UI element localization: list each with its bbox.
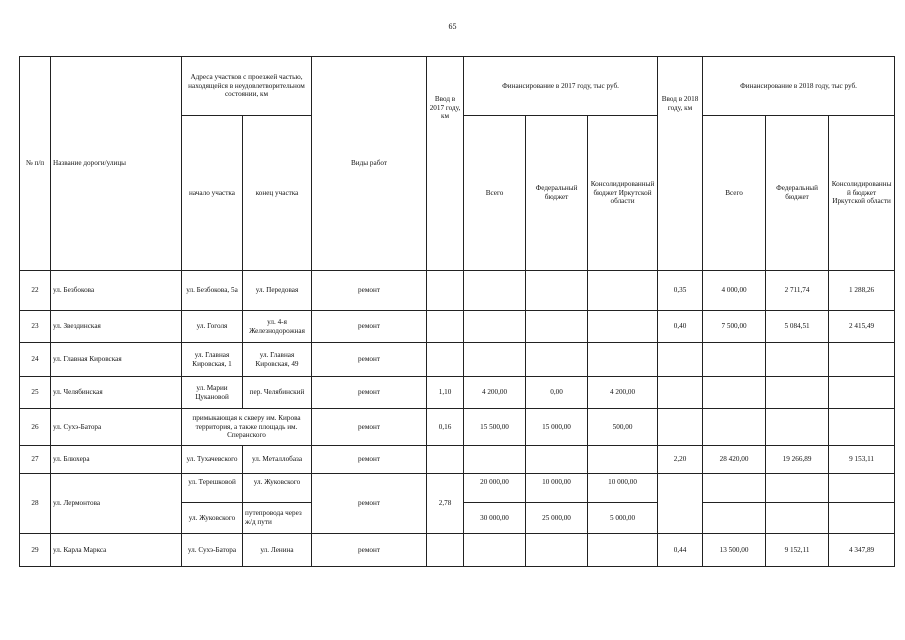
cell-name: ул. Карла Маркса bbox=[51, 534, 182, 567]
cell-regional-2018: 9 153,11 bbox=[829, 446, 895, 474]
table-row bbox=[20, 271, 895, 311]
table-row bbox=[20, 446, 895, 474]
cell-start: ул. Главная Кировская, 1 bbox=[182, 343, 243, 377]
cell-name: ул. Главная Кировская bbox=[51, 343, 182, 377]
cell-end: ул. Главная Кировская, 49 bbox=[243, 343, 312, 377]
cell-regional-2018 bbox=[829, 377, 895, 409]
cell-regional-2017 bbox=[588, 534, 658, 567]
cell-federal-2018 bbox=[766, 503, 829, 534]
cell-regional-2017 bbox=[588, 446, 658, 474]
cell-input-2017 bbox=[427, 446, 464, 474]
cell-num: 23 bbox=[20, 311, 51, 343]
cell-end: ул. Ленина bbox=[243, 534, 312, 567]
cell-regional-2017: 4 200,00 bbox=[588, 377, 658, 409]
cell-total-2017 bbox=[464, 311, 526, 343]
cell-federal-2018 bbox=[766, 343, 829, 377]
cell-federal-2017: 0,00 bbox=[526, 377, 588, 409]
cell-regional-2017: 5 000,00 bbox=[588, 503, 658, 534]
table-row bbox=[20, 343, 895, 377]
cell-end: ул. Передовая bbox=[243, 271, 312, 311]
cell-federal-2018: 19 266,89 bbox=[766, 446, 829, 474]
cell-regional-2018 bbox=[829, 343, 895, 377]
cell-name: ул. Звездинская bbox=[51, 311, 182, 343]
header-regional-2017: Консолидированный бюджет Иркутской области bbox=[588, 116, 658, 271]
cell-total-2018: 7 500,00 bbox=[703, 311, 766, 343]
cell-address-span: примыкающая к скверу им. Кирова территория, а также площадь им. Сперанского bbox=[182, 409, 312, 446]
cell-total-2018: 4 000,00 bbox=[703, 271, 766, 311]
cell-input-2018 bbox=[658, 409, 703, 446]
cell-start: ул. Терешковой bbox=[182, 474, 243, 503]
cell-regional-2018: 1 288,26 bbox=[829, 271, 895, 311]
cell-total-2018 bbox=[703, 343, 766, 377]
cell-regional-2018 bbox=[829, 503, 895, 534]
cell-federal-2018 bbox=[766, 409, 829, 446]
header-federal-2017: Федеральный бюджет bbox=[526, 116, 588, 271]
cell-num: 22 bbox=[20, 271, 51, 311]
cell-start: ул. Марии Цукановой bbox=[182, 377, 243, 409]
header-regional-2018: Консолидированный бюджет Иркутской области bbox=[829, 116, 895, 271]
cell-regional-2018: 2 415,49 bbox=[829, 311, 895, 343]
cell-federal-2017: 15 000,00 bbox=[526, 409, 588, 446]
cell-input-2018 bbox=[658, 377, 703, 409]
cell-total-2017: 30 000,00 bbox=[464, 503, 526, 534]
cell-total-2017 bbox=[464, 271, 526, 311]
cell-input-2018 bbox=[658, 474, 703, 534]
cell-name: ул. Челябинская bbox=[51, 377, 182, 409]
cell-total-2017 bbox=[464, 343, 526, 377]
table-row bbox=[20, 409, 895, 446]
header-start: начало участка bbox=[182, 116, 243, 271]
cell-name: ул. Безбокова bbox=[51, 271, 182, 311]
cell-num: 26 bbox=[20, 409, 51, 446]
cell-input-2017 bbox=[427, 343, 464, 377]
header-financing-2017: Финансирование в 2017 году, тыс руб. bbox=[464, 57, 658, 116]
cell-regional-2018 bbox=[829, 474, 895, 503]
header-input-2017: Ввод в 2017 году, км bbox=[427, 57, 464, 271]
cell-input-2018 bbox=[658, 343, 703, 377]
header-input-2018: Ввод в 2018 году, км bbox=[658, 57, 703, 271]
page-number: 65 bbox=[448, 22, 457, 31]
cell-total-2017: 4 200,00 bbox=[464, 377, 526, 409]
cell-work: ремонт bbox=[312, 409, 427, 446]
cell-end: путепровода через ж/д пути bbox=[243, 503, 312, 534]
cell-num: 28 bbox=[20, 474, 51, 534]
cell-regional-2017 bbox=[588, 311, 658, 343]
table-row bbox=[20, 311, 895, 343]
table-row bbox=[20, 534, 895, 567]
cell-total-2018 bbox=[703, 503, 766, 534]
cell-name: ул. Лермонтова bbox=[51, 474, 182, 534]
cell-total-2017: 20 000,00 bbox=[464, 474, 526, 503]
cell-total-2018 bbox=[703, 409, 766, 446]
road-repair-table bbox=[19, 56, 895, 567]
cell-input-2017: 0,16 bbox=[427, 409, 464, 446]
cell-work: ремонт bbox=[312, 446, 427, 474]
cell-total-2018: 28 420,00 bbox=[703, 446, 766, 474]
header-end: конец участка bbox=[243, 116, 312, 271]
cell-total-2017: 15 500,00 bbox=[464, 409, 526, 446]
cell-federal-2018: 2 711,74 bbox=[766, 271, 829, 311]
cell-work: ремонт bbox=[312, 271, 427, 311]
cell-input-2018: 2,20 bbox=[658, 446, 703, 474]
cell-federal-2018 bbox=[766, 377, 829, 409]
cell-start: ул. Жуковского bbox=[182, 503, 243, 534]
cell-federal-2017: 25 000,00 bbox=[526, 503, 588, 534]
cell-start: ул. Тухачевского bbox=[182, 446, 243, 474]
cell-work: ремонт bbox=[312, 311, 427, 343]
cell-federal-2017 bbox=[526, 446, 588, 474]
cell-end: ул. 4-я Железнодорожная bbox=[243, 311, 312, 343]
cell-start: ул. Гоголя bbox=[182, 311, 243, 343]
cell-name: ул. Блюхера bbox=[51, 446, 182, 474]
cell-total-2018: 13 500,00 bbox=[703, 534, 766, 567]
header-federal-2018: Федеральный бюджет bbox=[766, 116, 829, 271]
cell-input-2017 bbox=[427, 534, 464, 567]
header-total-2017: Всего bbox=[464, 116, 526, 271]
cell-total-2018 bbox=[703, 474, 766, 503]
cell-input-2017 bbox=[427, 271, 464, 311]
cell-regional-2017: 500,00 bbox=[588, 409, 658, 446]
header-address-group: Адреса участков с проезжей частью, находящейся в неудовлетворительном состоянии, км bbox=[182, 57, 312, 116]
cell-total-2018 bbox=[703, 377, 766, 409]
cell-federal-2017 bbox=[526, 271, 588, 311]
cell-name: ул. Сухэ-Батора bbox=[51, 409, 182, 446]
header-total-2018: Всего bbox=[703, 116, 766, 271]
header-num: № п/п bbox=[20, 57, 51, 271]
cell-end: ул. Жуковского bbox=[243, 474, 312, 503]
cell-input-2017: 2,78 bbox=[427, 474, 464, 534]
cell-total-2017 bbox=[464, 534, 526, 567]
header-name: Название дороги/улицы bbox=[51, 57, 182, 271]
cell-num: 24 bbox=[20, 343, 51, 377]
cell-start: ул. Безбокова, 5а bbox=[182, 271, 243, 311]
cell-input-2017 bbox=[427, 311, 464, 343]
cell-federal-2018: 5 084,51 bbox=[766, 311, 829, 343]
cell-input-2018: 0,40 bbox=[658, 311, 703, 343]
cell-federal-2017 bbox=[526, 534, 588, 567]
header-financing-2018: Финансирование в 2018 году, тыс руб. bbox=[703, 57, 895, 116]
cell-input-2017: 1,10 bbox=[427, 377, 464, 409]
cell-federal-2017: 10 000,00 bbox=[526, 474, 588, 503]
cell-regional-2017 bbox=[588, 271, 658, 311]
cell-regional-2017 bbox=[588, 343, 658, 377]
table-row bbox=[20, 377, 895, 409]
cell-regional-2018 bbox=[829, 409, 895, 446]
cell-regional-2018: 4 347,89 bbox=[829, 534, 895, 567]
cell-work: ремонт bbox=[312, 343, 427, 377]
cell-work: ремонт bbox=[312, 474, 427, 534]
cell-end: ул. Металлобаза bbox=[243, 446, 312, 474]
cell-num: 25 bbox=[20, 377, 51, 409]
cell-federal-2018 bbox=[766, 474, 829, 503]
cell-federal-2017 bbox=[526, 343, 588, 377]
cell-federal-2018: 9 152,11 bbox=[766, 534, 829, 567]
cell-work: ремонт bbox=[312, 534, 427, 567]
table-row bbox=[20, 474, 895, 503]
cell-federal-2017 bbox=[526, 311, 588, 343]
cell-end: пер. Челябинский bbox=[243, 377, 312, 409]
cell-num: 27 bbox=[20, 446, 51, 474]
cell-total-2017 bbox=[464, 446, 526, 474]
cell-work: ремонт bbox=[312, 377, 427, 409]
header-work-type: Виды работ bbox=[312, 57, 427, 271]
cell-start: ул. Сухэ-Батора bbox=[182, 534, 243, 567]
cell-input-2018: 0,44 bbox=[658, 534, 703, 567]
cell-num: 29 bbox=[20, 534, 51, 567]
cell-regional-2017: 10 000,00 bbox=[588, 474, 658, 503]
cell-input-2018: 0,35 bbox=[658, 271, 703, 311]
